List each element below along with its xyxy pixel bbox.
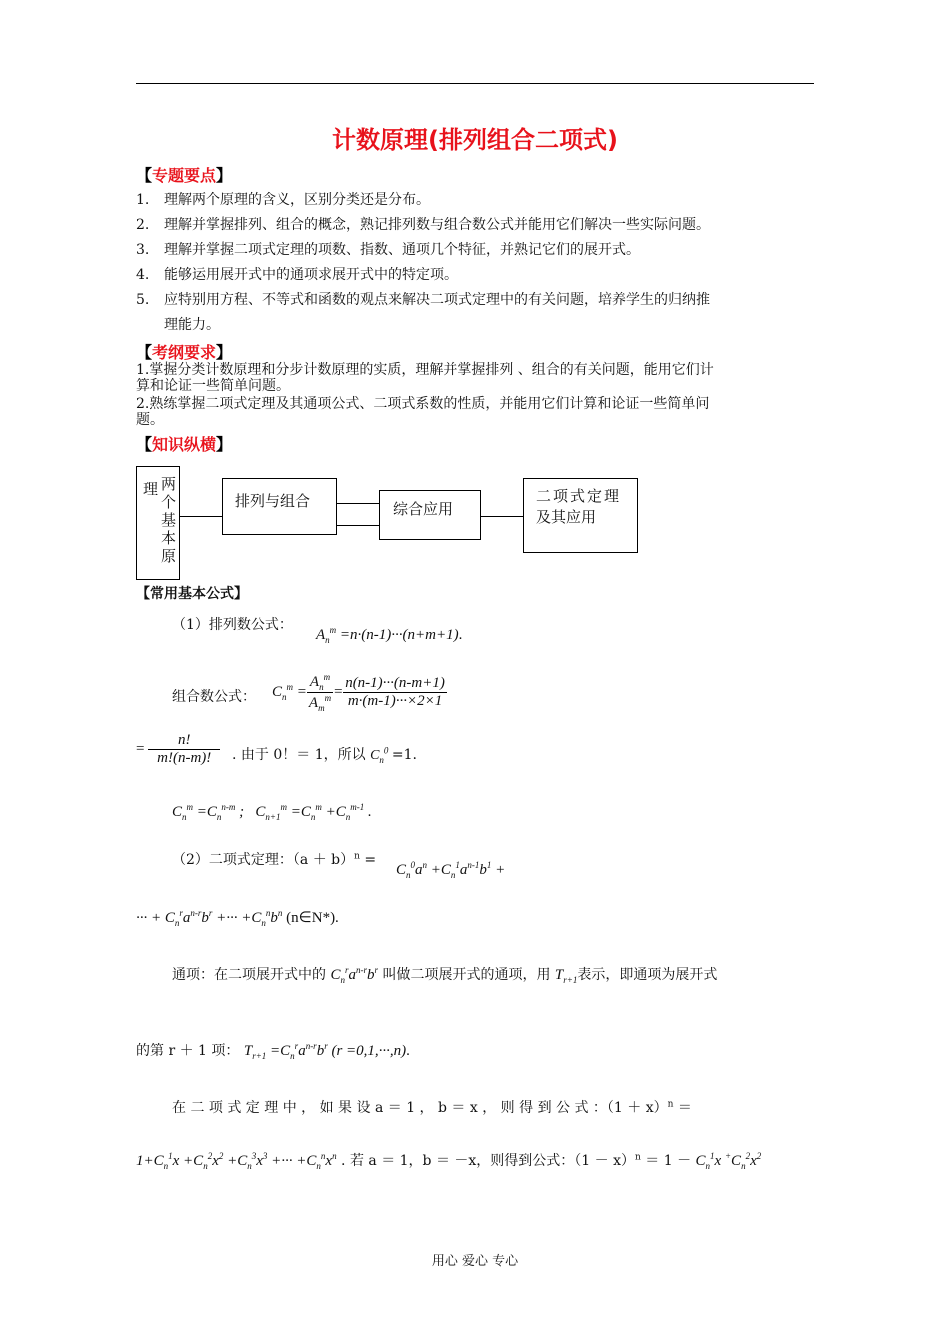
list-item: 3. 理解并掌握二项式定理的项数、指数、通项几个特征，并熟记它们的展开式。: [136, 242, 640, 258]
outline-line: 题。: [136, 412, 164, 428]
binomial-label: （2）二项式定理：$(a + b)^n$ =: [172, 851, 377, 868]
factorial-formula: = $\frac{n!}{m!(n-m)!}$: [136, 732, 220, 767]
page-footer: 用心 爱心 专心: [431, 1254, 519, 1269]
binomial-expansion-1: $C_n^0a^n +C_n^1a^{n-1}b^1$ +: [396, 860, 506, 880]
outline-line: 算和论证一些简单问题。: [136, 378, 290, 394]
general-term-formula: 的第 r ＋ 1 项： $T_{r+1} =C_n^ra^{n-r}b^r$ (r =0,1,···,n).: [136, 1041, 410, 1061]
factorial-note: . 由于 0！＝ 1，所以 $C_n^0 =1$.: [232, 745, 418, 765]
comb-formula: $C_n^m$ = $\frac{A_n^m}{A_m^m}$ = $\frac{n(n-1)\cdot\cdot\cdot(n-m+1)}{m\cdot(m-1)\cdot\cdot\cdot\times 2\times 1}$: [272, 672, 445, 713]
connector-line: [336, 503, 379, 504]
section-header-knowledge: 【知识纵横】: [136, 435, 233, 454]
section-header-points: 【专题要点】: [136, 166, 233, 185]
connector-line: [180, 516, 223, 517]
diagram-box-application: 综合应用: [379, 490, 481, 540]
general-term-text: 通项：在二项展开式中的 $C_n^ra^{n-r}b^r$ 叫做二项展开式的通项，用 $T_{r+1}$表示，即通项为展开式: [172, 965, 718, 985]
list-item: 4. 能够运用展开式中的通项求展开式中的特定项。: [136, 267, 458, 283]
section-header-formulas: 【常用基本公式】: [136, 586, 248, 602]
connector-line: [336, 525, 379, 526]
perm-label: （1）排列数公式：: [172, 617, 293, 633]
list-item: 1. 理解两个原理的含义，区别分类还是分布。: [136, 192, 430, 208]
list-item: 理能力。: [164, 317, 220, 333]
connector-line: [480, 516, 524, 517]
diagram-box-two-principles: 理 两 个 基 本 原: [136, 466, 180, 580]
outline-line: 2.熟练掌握二项式定理及其通项公式、二项式系数的性质，并能用它们计算和论证一些简单问: [136, 396, 710, 412]
perm-formula: $A_n^m =n\cdot(n-1)\cdot\cdot\cdot(n+m+1)$.: [316, 625, 463, 645]
list-item: 2. 理解并掌握排列、组合的概念，熟记排列数与组合数公式并能用它们解决一些实际问题。: [136, 217, 710, 233]
top-rule: [136, 83, 814, 84]
section-header-outline: 【考纲要求】: [136, 343, 233, 362]
outline-line: 1.掌握分类计数原理和分步计数原理的实质，理解并掌握排列 、组合的有关问题，能用它们计: [136, 362, 714, 378]
comb-label: 组合数公式：: [172, 689, 256, 705]
binomial-expansion-2: ··· + $C_n^ra^{n-r}b^r$ +··· $+C_n^nb^n$ (n∈N*).: [136, 908, 339, 928]
list-item: 5. 应特别用方程、不等式和函数的观点来解决二项式定理中的有关问题，培养学生的归纳推: [136, 292, 710, 308]
special-case-text: 在 二 项 式 定 理 中 ， 如 果 设 a ＝ 1 ， b ＝ x ， 则 得 到 公 式 ：$(1 + x)^n$ ＝: [172, 1099, 692, 1116]
diagram-box-binomial: 二项式定理 及其应用: [523, 478, 638, 553]
comb-properties: $C_n^m =C_n^{n-m}$ ; $C_{n+1}^m =C_n^m +C_n^{m-1}$ .: [172, 802, 372, 822]
page-title: 计数原理(排列组合二项式): [332, 126, 618, 154]
special-case-formula: $1+C_n^1x +C_n^2x^2 +C_n^3x^3$ +··· $+C_n^nx^n$ . 若 a ＝ 1，b ＝ －x，则得到公式：$(1 - x)^n = 1 - C_n^1x$ $^+C_n^2x^2$: [136, 1151, 762, 1171]
diagram-box-permutation: 排列与组合: [222, 478, 337, 535]
